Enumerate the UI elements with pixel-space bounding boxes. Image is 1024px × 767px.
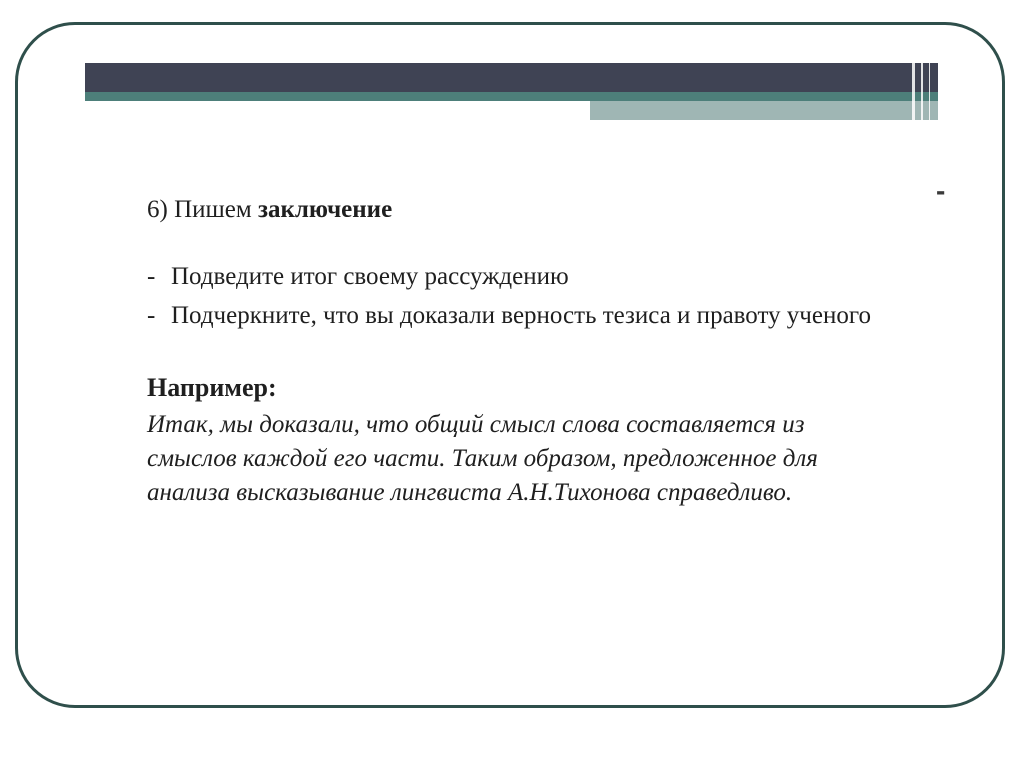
example-label: Например: [147, 373, 277, 402]
list-item [147, 260, 887, 293]
header-stripe [929, 63, 930, 120]
header-stripe [921, 63, 923, 120]
header-stripe [912, 63, 915, 120]
list-item-text: Подчеркните, что вы доказали верность тезиса и правоту ученого [171, 302, 871, 329]
list-item [147, 299, 887, 332]
section-heading [147, 190, 887, 230]
corner-mark: - [936, 175, 946, 206]
header-bar-teal [85, 92, 938, 101]
header-bar-dark [85, 63, 938, 92]
list-item-text: Подведите итог своему рассуждению [171, 263, 569, 290]
bullet-dash: - [147, 263, 156, 290]
header-bar-gray [590, 101, 938, 120]
instruction-list [147, 260, 887, 332]
bullet-dash: - [147, 302, 156, 329]
example-text: Итак, мы доказали, что общий смысл слова составляется из смыслов каждой его части. Таким образом, предложенное для анализа высказывание лингвиста А.Н.Тихонова справедливо. [147, 411, 818, 506]
heading-keyword: заключение [257, 196, 393, 223]
heading-prefix: 6) Пишем [147, 196, 258, 223]
slide-content [147, 190, 887, 510]
